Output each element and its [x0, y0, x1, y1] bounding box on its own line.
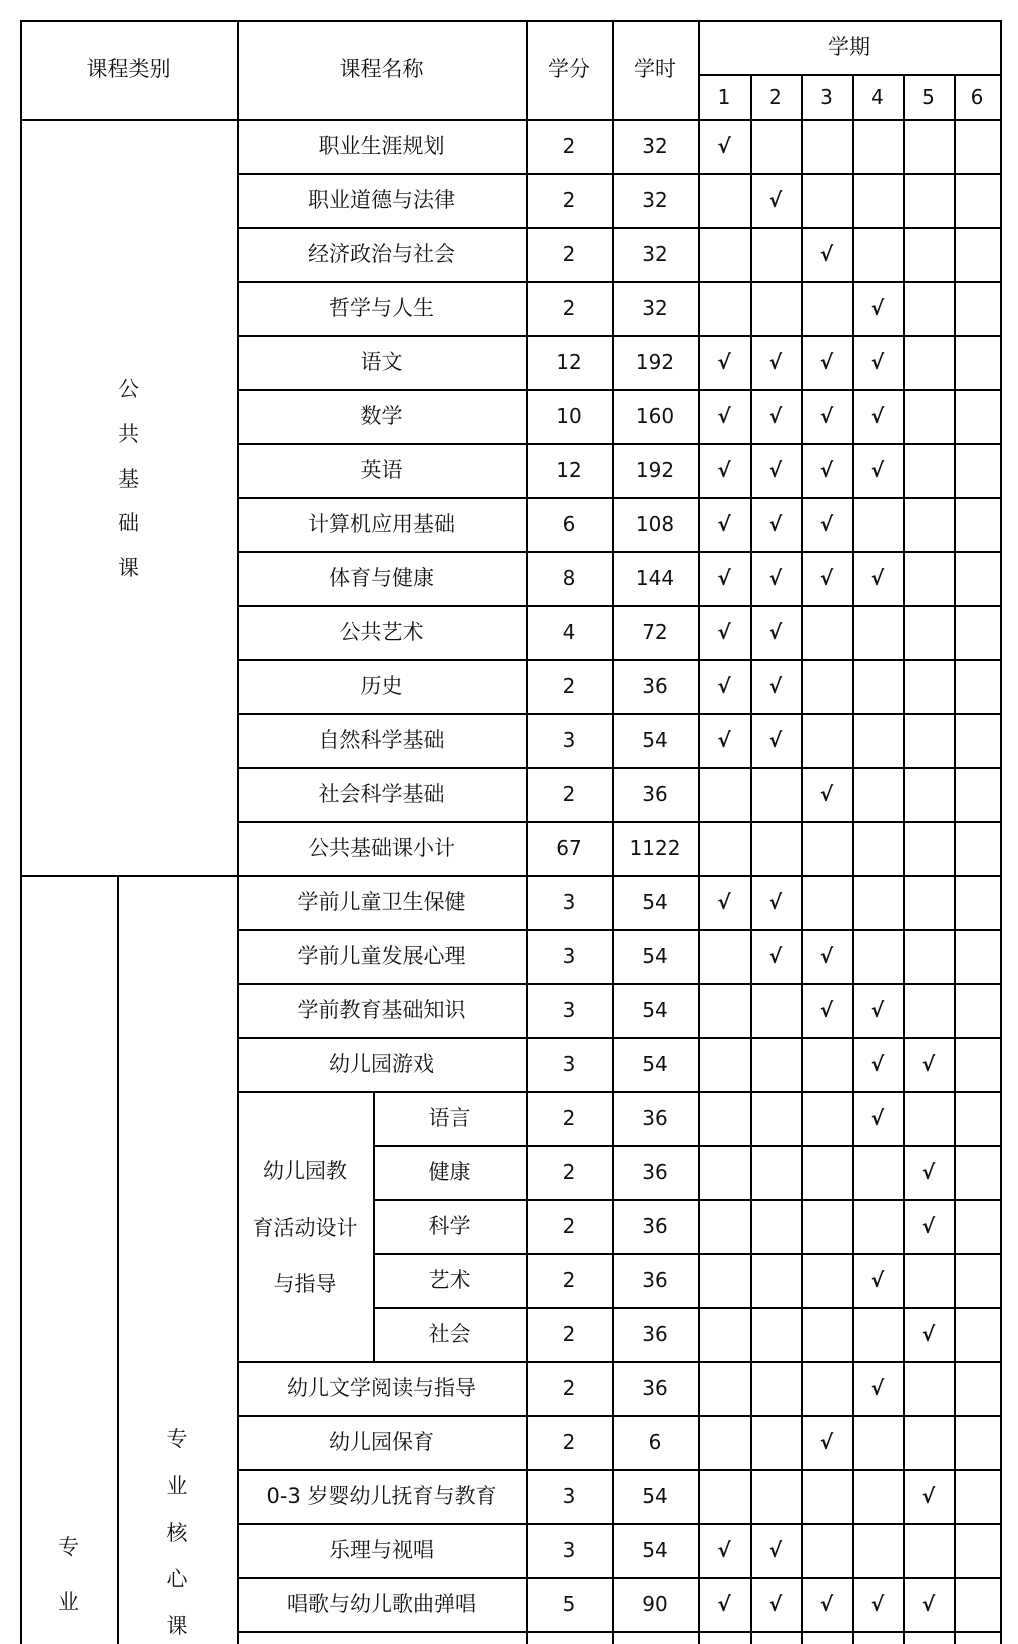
header-semester-4: 4	[871, 84, 884, 109]
header-semester: 学期	[828, 34, 870, 59]
check-mark: √	[921, 1052, 936, 1076]
course-hours: 72	[642, 620, 668, 644]
course-name: 艺术	[428, 1267, 471, 1292]
grid-line	[373, 1199, 1002, 1201]
course-hours: 90	[642, 1592, 668, 1616]
grid-line	[237, 1631, 1002, 1633]
group-public-basic-char: 公	[118, 377, 139, 401]
course-credits: 3	[562, 890, 576, 914]
course-name: 学前教育基础知识	[297, 997, 466, 1022]
course-hours: 36	[642, 1160, 668, 1184]
course-credits: 2	[562, 1322, 576, 1346]
grid-line	[373, 1145, 1002, 1147]
course-credits: 2	[562, 1160, 576, 1184]
course-name: 唱歌与幼儿歌曲弹唱	[287, 1591, 476, 1616]
course-credits: 2	[562, 782, 576, 806]
course-credits: 12	[556, 458, 582, 482]
course-hours: 32	[642, 242, 668, 266]
course-name: 公共基础课小计	[308, 835, 455, 860]
grid-line	[237, 497, 1002, 499]
course-credits: 3	[562, 1538, 576, 1562]
grid-line	[237, 20, 239, 1644]
course-hours: 54	[642, 944, 668, 968]
group-major-char: 业	[58, 1590, 79, 1614]
course-hours: 160	[635, 404, 675, 428]
header-semester-5: 5	[922, 84, 935, 109]
course-hours: 54	[642, 728, 668, 752]
course-credits: 3	[562, 728, 576, 752]
grid-line	[373, 1307, 1002, 1309]
course-hours: 192	[635, 458, 675, 482]
check-mark: √	[768, 890, 783, 914]
course-hours: 36	[642, 1268, 668, 1292]
check-mark: √	[819, 1430, 834, 1454]
check-mark: √	[717, 134, 731, 158]
check-mark: √	[768, 728, 783, 752]
course-name: 0-3 岁婴幼儿抚育与教育	[266, 1483, 497, 1508]
course-name: 公共艺术	[339, 619, 424, 644]
course-credits: 2	[562, 296, 576, 320]
grid-line	[954, 74, 956, 1644]
course-name: 历史	[360, 673, 403, 698]
grid-line	[237, 929, 1002, 931]
check-mark: √	[819, 512, 834, 536]
check-mark: √	[819, 350, 834, 374]
grid-line	[237, 983, 1002, 985]
course-hours: 32	[642, 134, 668, 158]
check-mark: √	[870, 1052, 885, 1076]
grid-line	[237, 1091, 1002, 1093]
course-name: 社会	[428, 1321, 471, 1346]
group-major-core-char: 心	[166, 1567, 188, 1592]
header-semester-1: 1	[717, 84, 731, 109]
header-hours: 学时	[634, 57, 676, 81]
course-name: 幼儿文学阅读与指导	[287, 1375, 476, 1400]
course-hours: 1122	[629, 836, 681, 860]
check-mark: √	[870, 1268, 885, 1292]
grid-line	[20, 875, 1002, 877]
course-credits: 8	[562, 566, 576, 590]
course-name: 哲学与人生	[329, 295, 434, 320]
grid-line	[237, 1037, 1002, 1039]
grid-line	[20, 119, 1002, 121]
grid-line	[237, 1415, 1002, 1417]
grid-line	[526, 20, 528, 1644]
header-credits: 学分	[548, 57, 590, 81]
check-mark: √	[717, 674, 731, 698]
grid-line	[852, 74, 854, 1644]
course-name: 学前儿童卫生保健	[297, 889, 466, 914]
course-hours: 36	[642, 1106, 668, 1130]
course-credits: 10	[556, 404, 582, 428]
course-credits: 12	[556, 350, 582, 374]
course-credits: 3	[562, 998, 576, 1022]
course-credits: 5	[562, 1592, 576, 1616]
grid-line	[373, 1091, 375, 1361]
grid-line	[237, 551, 1002, 553]
kindergarten-activity-design	[237, 1161, 373, 1295]
check-mark: √	[717, 1592, 731, 1616]
course-hours: 54	[642, 1484, 668, 1508]
group-public-basic	[20, 379, 237, 579]
course-hours: 32	[642, 296, 668, 320]
header-course-name: 课程名称	[339, 57, 424, 81]
check-mark: √	[768, 188, 783, 212]
group-major-core-char: 课	[166, 1614, 188, 1638]
course-name: 体育与健康	[329, 565, 434, 590]
group-major-core	[117, 1429, 237, 1637]
course-hours: 54	[642, 998, 668, 1022]
check-mark: √	[870, 998, 885, 1022]
grid-line	[237, 821, 1002, 823]
grid-line	[237, 713, 1002, 715]
check-mark: √	[717, 404, 731, 428]
grid-line	[373, 1253, 1002, 1255]
course-hours: 36	[642, 1214, 668, 1238]
group-public-basic-char: 共	[118, 421, 139, 446]
course-name: 职业生涯规划	[318, 133, 445, 158]
grid-line	[237, 281, 1002, 283]
course-hours: 36	[642, 1322, 668, 1346]
course-name: 幼儿园游戏	[329, 1051, 434, 1076]
course-name: 乐理与视唱	[329, 1537, 434, 1562]
group-public-basic-char: 础	[118, 511, 139, 536]
check-mark: √	[921, 1592, 936, 1616]
check-mark: √	[819, 1592, 834, 1616]
grid-line	[612, 20, 614, 1644]
check-mark: √	[870, 296, 885, 320]
check-mark: √	[819, 404, 834, 428]
course-name: 英语	[360, 457, 403, 482]
check-mark: √	[768, 674, 783, 698]
grid-line	[237, 443, 1002, 445]
check-mark: √	[921, 1322, 936, 1346]
course-hours: 36	[642, 674, 668, 698]
check-mark: √	[717, 566, 731, 590]
course-hours: 54	[642, 1052, 668, 1076]
grid-line	[750, 74, 752, 1644]
check-mark: √	[768, 944, 783, 968]
course-name: 科学	[428, 1213, 471, 1238]
check-mark: √	[819, 242, 834, 266]
course-credits: 2	[562, 1106, 576, 1130]
check-mark: √	[819, 944, 834, 968]
grid-line	[237, 659, 1002, 661]
course-name: 学前儿童发展心理	[297, 943, 466, 968]
course-name: 幼儿园保育	[329, 1429, 434, 1454]
grid-line	[237, 389, 1002, 391]
course-credits: 2	[562, 242, 576, 266]
course-credits: 3	[562, 1484, 576, 1508]
grid-line	[237, 1469, 1002, 1471]
grid-line	[237, 1361, 1002, 1363]
check-mark: √	[768, 458, 783, 482]
kindergarten-activity-design-char: 育活动设计	[252, 1215, 358, 1240]
grid-line	[237, 1577, 1002, 1579]
course-hours: 108	[635, 512, 675, 536]
check-mark: √	[717, 620, 731, 644]
course-name: 自然科学基础	[318, 727, 445, 752]
check-mark: √	[870, 566, 885, 590]
grid-line	[698, 74, 1002, 76]
check-mark: √	[921, 1214, 936, 1238]
check-mark: √	[870, 1592, 885, 1616]
header-semester-2: 2	[769, 84, 782, 109]
kindergarten-activity-design-char: 与指导	[273, 1272, 337, 1296]
course-credits: 4	[562, 620, 576, 644]
grid-line	[237, 767, 1002, 769]
course-credits: 2	[562, 674, 576, 698]
check-mark: √	[768, 350, 783, 374]
course-credits: 2	[562, 1430, 576, 1454]
course-hours: 54	[642, 890, 668, 914]
check-mark: √	[768, 1592, 783, 1616]
check-mark: √	[870, 404, 885, 428]
course-credits: 2	[562, 1268, 576, 1292]
course-credits: 2	[562, 134, 576, 158]
check-mark: √	[819, 458, 834, 482]
header-semester-3: 3	[820, 84, 833, 109]
course-name: 经济政治与社会	[308, 241, 455, 266]
course-name: 职业道德与法律	[308, 187, 455, 212]
header-category: 课程类别	[86, 57, 171, 81]
check-mark: √	[768, 512, 783, 536]
course-credits: 3	[562, 1052, 576, 1076]
course-hours: 36	[642, 782, 668, 806]
group-major-char: 专	[58, 1535, 79, 1559]
check-mark: √	[717, 350, 731, 374]
check-mark: √	[870, 1106, 885, 1130]
grid-line	[237, 173, 1002, 175]
course-hours: 144	[635, 566, 675, 590]
course-name: 社会科学基础	[318, 781, 445, 806]
table-right-border	[1000, 20, 1002, 1644]
grid-line	[20, 20, 22, 1644]
course-credits: 2	[562, 1214, 576, 1238]
course-name: 健康	[428, 1159, 471, 1184]
check-mark: √	[717, 512, 731, 536]
check-mark: √	[717, 1538, 731, 1562]
grid-line	[237, 605, 1002, 607]
course-name: 语文	[360, 349, 403, 374]
group-major-core-char: 核	[166, 1520, 188, 1545]
group-public-basic-char: 基	[118, 466, 139, 491]
group-major	[20, 1537, 117, 1613]
grid-line	[237, 227, 1002, 229]
course-credits: 2	[562, 188, 576, 212]
check-mark: √	[870, 458, 885, 482]
check-mark: √	[768, 1538, 783, 1562]
course-name: 计算机应用基础	[308, 511, 455, 536]
grid-line	[801, 74, 803, 1644]
check-mark: √	[819, 566, 834, 590]
grid-line	[237, 335, 1002, 337]
check-mark: √	[768, 404, 783, 428]
check-mark: √	[717, 728, 731, 752]
grid-line	[117, 875, 119, 1644]
course-credits: 3	[562, 944, 576, 968]
grid-line	[903, 74, 905, 1644]
check-mark: √	[819, 998, 834, 1022]
check-mark: √	[870, 1376, 885, 1400]
grid-line	[237, 1523, 1002, 1525]
course-credits: 67	[556, 836, 582, 860]
course-hours: 32	[642, 188, 668, 212]
course-hours: 54	[642, 1538, 668, 1562]
table-top-border	[20, 20, 1002, 22]
group-major-core-char: 专	[166, 1427, 188, 1451]
group-public-basic-char: 课	[118, 556, 139, 580]
check-mark: √	[921, 1160, 936, 1184]
header-semester-6: 6	[970, 84, 984, 109]
course-hours: 6	[648, 1430, 662, 1454]
course-hours: 36	[642, 1376, 668, 1400]
course-credits: 6	[562, 512, 576, 536]
check-mark: √	[717, 458, 731, 482]
group-major-core-char: 业	[166, 1473, 188, 1498]
check-mark: √	[768, 620, 783, 644]
course-hours: 192	[635, 350, 675, 374]
check-mark: √	[768, 566, 783, 590]
kindergarten-activity-design-char: 幼儿园教	[263, 1159, 347, 1183]
check-mark: √	[717, 890, 731, 914]
check-mark: √	[870, 350, 885, 374]
course-name: 数学	[360, 403, 403, 428]
course-credits: 2	[562, 1376, 576, 1400]
grid-line	[698, 20, 700, 1644]
course-name: 语言	[428, 1105, 471, 1130]
check-mark: √	[819, 782, 834, 806]
check-mark: √	[921, 1484, 936, 1508]
